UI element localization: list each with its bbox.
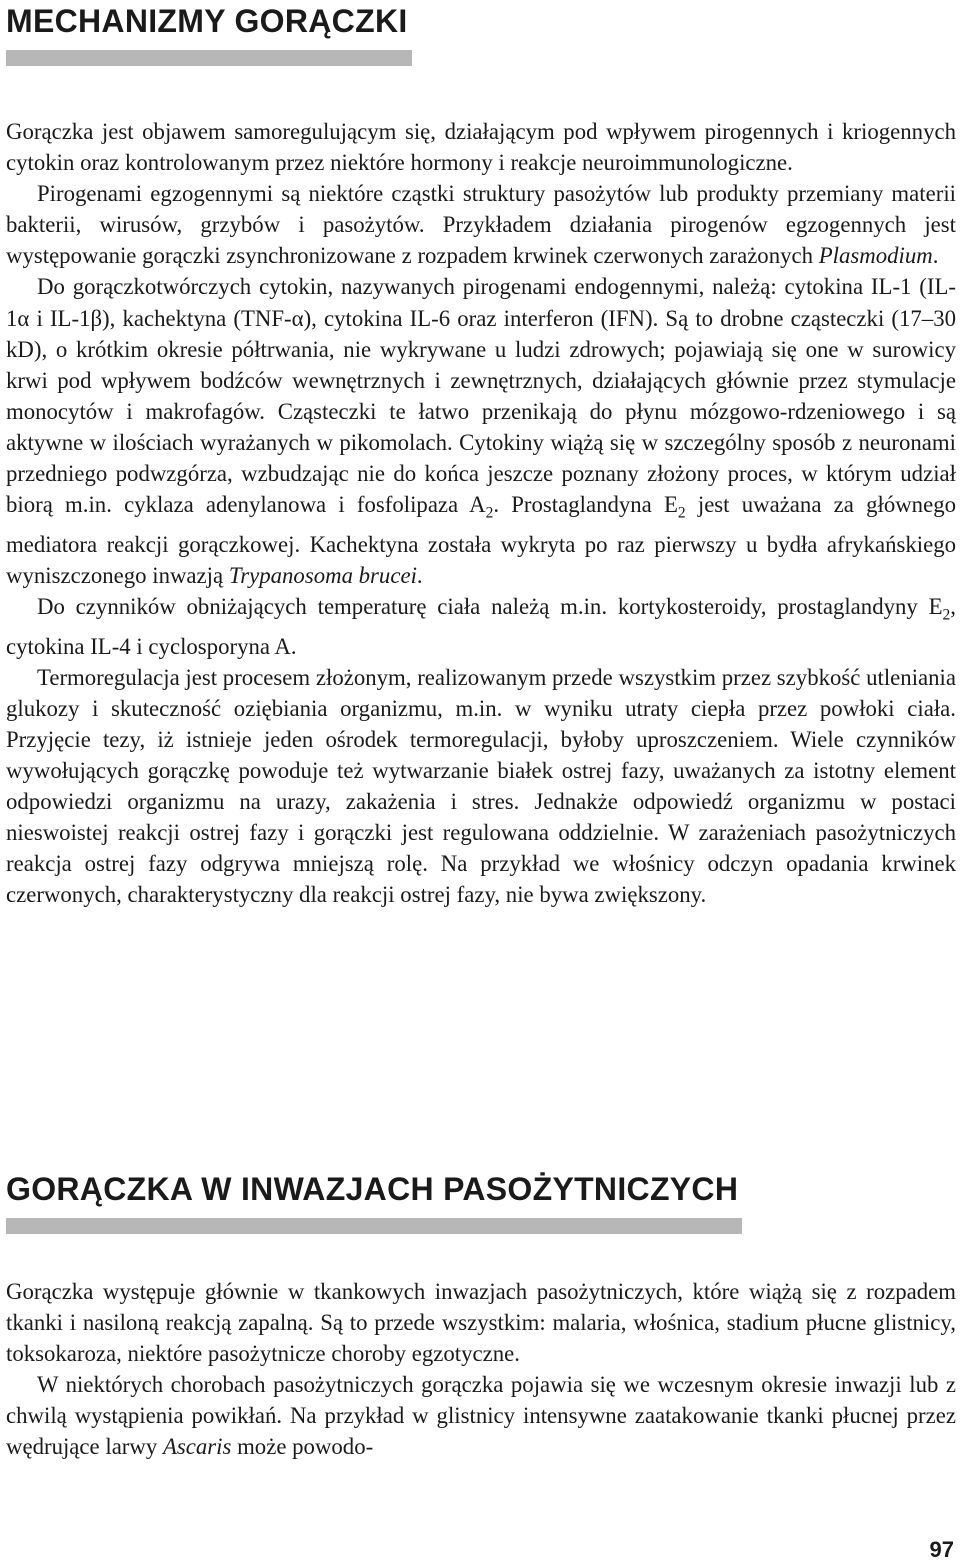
page-number: 97	[929, 1537, 954, 1562]
paragraph	[6, 591, 956, 662]
section-heading-inwazje: GORĄCZKA W INWAZJACH PASOŻYTNICZYCH	[6, 1171, 739, 1207]
text-run: .	[416, 562, 423, 588]
paragraph	[6, 1369, 956, 1462]
heading-rule	[6, 1218, 742, 1234]
text-run: Termoregulacja jest procesem złożonym, realizowanym przede wszystkim przez szybkość utleniania glukozy i skuteczność oziębiania organizmu, m.in. w wyniku utraty ciepła przez powłoki ciała. Przyjęcie tezy, iż istnieje jeden ośrodek termoregulacji, byłoby uproszczeniem. Wiele czynników wywołujących gorączkę powoduje też wytwarzanie białek ostrej fazy, uważanych za istotny element odpowiedzi organizmu na urazy, zakażenia i stres. Jednakże odpowiedź organizmu w postaci nieswoistej reakcji ostrej fazy i gorączki jest regulowana oddzielnie. W zarażeniach pasożytniczych reakcja ostrej fazy odgrywa mniejszą rolę. Na przykład we włośnicy odczyn opadania krwinek czerwonych, charakterystyczny dla reakcji ostrej fazy, nie bywa zwiększony.	[6, 664, 956, 908]
italic-term: Ascaris	[162, 1434, 232, 1460]
text-run: może powodo-	[231, 1434, 374, 1460]
italic-term: Plasmodium	[818, 243, 933, 269]
subscript: 2	[677, 504, 686, 522]
text-run: Gorączka występuje głównie w tkankowych inwazjach pasożytniczych, które wiążą się z rozpadem tkanki i nasiloną reakcją zapalną. Są to przede wszystkim: malaria, włośnica, stadium płucne glistnicy, toksokaroza, niektóre pasożytnicze choroby egzotyczne.	[6, 1279, 956, 1367]
text-run: , cytokina IL-4 i cyclosporyna A.	[6, 593, 956, 659]
text-run: Gorączka jest objawem samoregulującym się, działającym pod wpływem pirogennych i kriogennych cytokin oraz kontrolowanym przez niektóre hormony i reakcje neuroimmunologiczne.	[6, 119, 956, 176]
subscript: 2	[485, 504, 494, 522]
heading-rule	[6, 50, 412, 66]
text-run: .	[932, 243, 939, 269]
subscript: 2	[942, 606, 951, 624]
text-run: W niektórych chorobach pasożytniczych gorączka pojawia się we wczesnym okresie inwazji lub z chwilą wystąpienia powikłań. Na przykład w glistnicy intensywne zaatakowanie tkanki płucnej przez wędrujące larwy	[6, 1372, 956, 1460]
text-run: jest uważana za głównego mediatora reakcji gorączkowej. Kachektyna została wykryta po raz pierwszy u bydła afrykańskiego wyniszczonego inwazją	[6, 492, 956, 588]
section-heading-mechanizmy: MECHANIZMY GORĄCZKI	[6, 3, 408, 39]
paragraph	[6, 271, 956, 590]
section-body-mechanizmy	[6, 116, 956, 910]
italic-term: Trypanosoma brucei	[228, 562, 417, 588]
text-run: Do gorączkotwórczych cytokin, nazywanych pirogenami endogennymi, należą: cytokina IL-1 (IL-1α i IL-1β), kachektyna (TNF-α), cytokina IL-6 oraz interferon (IFN). Są to drobne cząsteczki (17–30 kD), o krótkim okresie półtrwania, nie wykrywane u ludzi zdrowych; pojawiają się one w surowicy krwi pod wpływem bodźców wewnętrznych i zewnętrznych, działających głównie przez stymulacje monocytów i makrofagów. Cząsteczki te łatwo przenikają do płynu mózgowo-rdzeniowego i są aktywne w ilościach wyrażanych w pikomolach. Cytokiny wiążą się w szczególny sposób z neuronami przedniego podwzgórza, wzbudzając nie do końca jeszcze poznany złożony proces, w którym udział biorą m.in. cyklaza adenylanowa i fosfolipaza A	[6, 274, 956, 518]
section-body-inwazje	[6, 1276, 956, 1463]
text-run: Do czynników obniżających temperaturę ciała należą m.in. kortykosteroidy, prostaglandyny E	[37, 593, 943, 619]
paragraph	[6, 1276, 956, 1369]
text-run: Pirogenami egzogennymi są niektóre cząstki struktury pasożytów lub produkty przemiany materii bakterii, wirusów, grzybów i pasożytów. Przykładem działania pirogenów egzogennych jest występowanie gorączki zsynchronizowane z rozpadem krwinek czerwonych zarażonych	[6, 181, 956, 269]
paragraph	[6, 116, 956, 178]
paragraph	[6, 178, 956, 271]
paragraph	[6, 662, 956, 911]
text-run: . Prostaglandyna E	[493, 492, 678, 518]
